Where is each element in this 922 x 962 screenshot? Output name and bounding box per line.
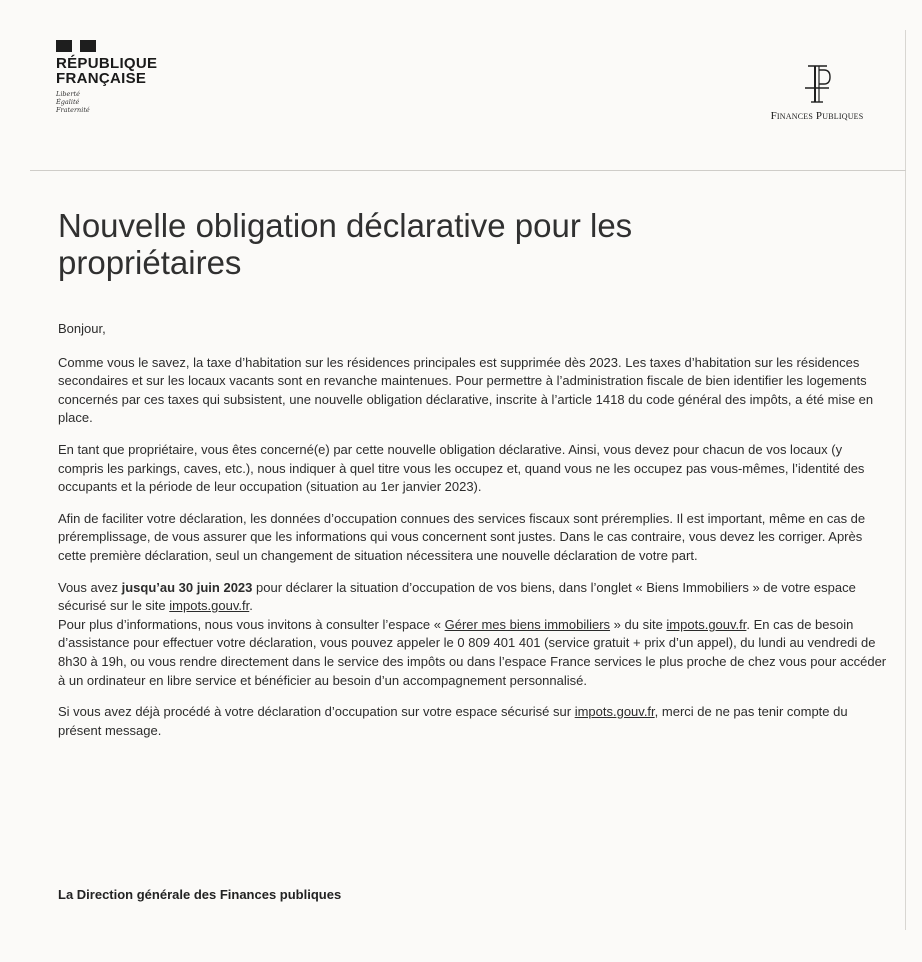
page-title: Nouvelle obligation déclarative pour les propriétaires [58,207,633,281]
paragraph-context: Comme vous le savez, la taxe d’habitation sur les résidences principales est supprimée dès 2023. Les taxes d’habitation sur les résidences secondaires et sur les locaux vacants sont en revanche maintenues. Pour permettre à l’administration fiscale de bien identifier les logements concernés par ces taxes qui subsistent, une nouvelle obligation déclarative, inscrite à l’article 1418 du code général des impôts, a été mise en place. [58,354,874,426]
republique-francaise-logo [56,40,216,114]
deadline-date: jusqu’au 30 juin 2023 [121,579,253,595]
paragraph-prefill: Afin de faciliter votre déclaration, les données d’occupation connues des services fiscaux sont préremplies. Il est important, même en cas de préremplissage, de vous assurer que les informations qui vous concernent sont justes. Dans le cas contraire, vous devez les corriger. Après cette première déclaration, seul un changement de situation nécessitera une nouvelle déclaration de votre part. [58,510,866,563]
paragraph-already-done: Si vous avez déjà procédé à votre déclaration d’occupation sur votre espace sécurisé sur impots.gouv.fr, merci de ne pas tenir compte du présent message. [58,704,848,738]
finances-publiques-monogram-icon [802,62,832,106]
motto-egalite: Égalité [56,98,80,106]
finances-publiques-label: Finances Publiques [770,110,864,122]
republique-line: RÉPUBLIQUE [56,55,158,72]
header-divider [30,170,906,171]
finances-publiques-logo [752,62,882,122]
greeting: Bonjour, [58,321,106,336]
motto [56,90,216,114]
signature: La Direction générale des Finances publiques [58,887,342,902]
paragraph-obligation: En tant que propriétaire, vous êtes concerné(e) par cette nouvelle obligation déclarative. Ainsi, vous devez pour chacun de vos locaux (y compris les parkings, caves, etc.), nous indiquer à quel titre vous les occupez et, quand vous ne les occupez pas vous-mêmes, l’identité des occupants et la période de leur occupation (situation au 1er janvier 2023). [58,441,865,495]
letter-body [58,320,888,753]
gerer-biens-immobiliers-link[interactable]: Gérer mes biens immobiliers [444,616,611,632]
page-right-rule [905,30,906,930]
marianne-icon [56,40,104,52]
motto-liberte: Liberté [56,90,80,98]
impots-gouv-link-3[interactable]: impots.gouv.fr [574,704,655,720]
impots-gouv-link-2[interactable]: impots.gouv.fr [666,616,747,632]
motto-fraternite: Fraternité [56,106,90,114]
paragraph-assistance: Pour plus d’informations, nous vous invitons à consulter l’espace « Gérer mes biens immobiliers » du site impots.gouv.fr. En cas de besoin d’assistance pour effectuer votre déclaration, vous pouvez appeler le 0 809 401 401 (service gratuit + prix d’un appel), du lundi au vendredi de 8h30 à 19h, ou vous rendre directement dans le service des impôts ou dans l’espace France services le plus proche de chez vous pour accéder à un ordinateur en libre service et bénéficier au besoin d’un accompagnement personnalisé. [58,616,887,688]
paragraph-deadline: Vous avez jusqu’au 30 juin 2023 pour déclarer la situation d’occupation de vos biens, dans l’onglet « Biens Immobiliers » de votre espace sécurisé sur le site impots.gouv.fr. [58,579,856,614]
francaise-line: FRANÇAISE [56,70,147,87]
impots-gouv-link[interactable]: impots.gouv.fr [169,598,250,614]
